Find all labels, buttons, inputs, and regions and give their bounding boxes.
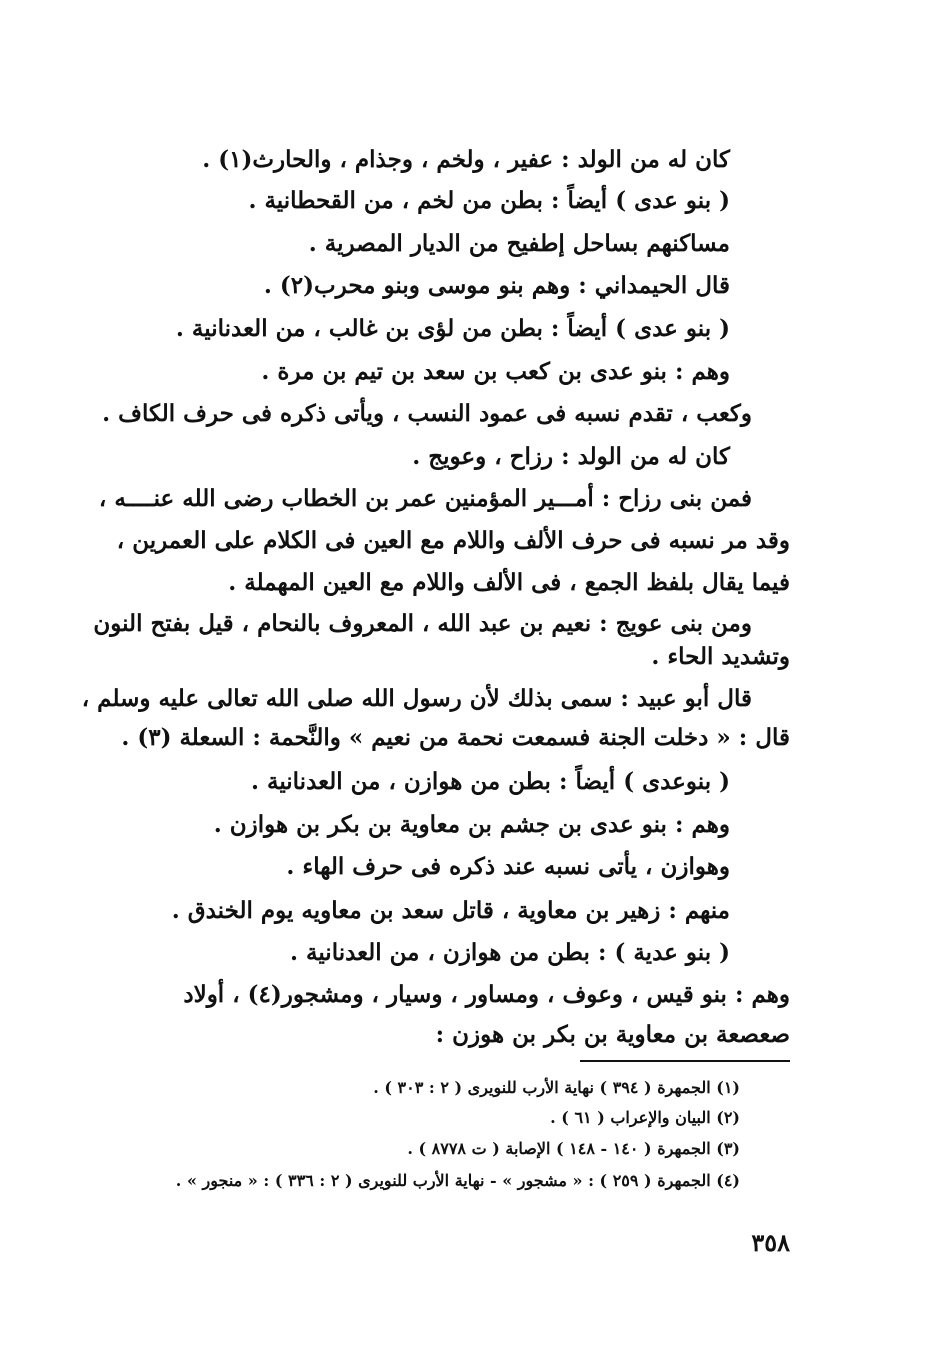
body-line: وقد مر نسبه فى حرف الألف واللام مع العين فى الكلام على العمرين ،: [116, 527, 790, 554]
body-line: قال الحيمداني : وهم بنو موسى وبنو محرب(٢) .: [263, 272, 730, 299]
body-line: وتشديد الحاء .: [651, 643, 790, 670]
page-number: ٣٥٨: [751, 1228, 790, 1257]
body-line: كان له من الولد : عفير ، ولخم ، وجذام ، والحارث(١) .: [202, 146, 730, 173]
body-line: صعصعة بن معاوية بن بكر بن هوزن :: [435, 1021, 790, 1048]
body-line: ( بنو عدى ) أيضاً : بطن من لؤى بن غالب ، من العدنانية .: [175, 315, 730, 342]
body-line: وكعب ، تقدم نسبه فى عمود النسب ، ويأتى ذكره فى حرف الكاف .: [102, 400, 752, 427]
body-line: وهم : بنو قيس ، وعوف ، ومساور ، وسيار ، ومشجور(٤) ، أولاد: [183, 981, 790, 1008]
body-line: منهم : زهير بن معاوية ، قاتل سعد بن معاويه يوم الخندق .: [171, 897, 730, 924]
footnote-divider: [580, 1060, 790, 1062]
body-line: وهم : بنو عدى بن كعب بن سعد بن تيم بن مرة .: [261, 358, 730, 385]
body-line: ( بنوعدى ) أيضاً : بطن من هوازن ، من العدنانية .: [250, 768, 730, 795]
footnote: (٤) الجمهرة ( ٢٥٩ ) : « مشجور » - نهاية الأرب للنويرى ( ٢ : ٣٣٦ ) : « منجور » .: [175, 1171, 740, 1190]
body-line: وهم : بنو عدى بن جشم بن معاوية بن بكر بن هوازن .: [213, 811, 730, 838]
body-line: وهوازن ، يأتى نسبه عند ذكره فى حرف الهاء .: [286, 853, 730, 880]
footnote: (١) الجمهرة ( ٣٩٤ ) نهاية الأرب للنويرى ( ٢ : ٣٠٣ ) .: [373, 1078, 740, 1097]
body-line: فمن بنى رزاح : أمـــير المؤمنين عمر بن الخطاب رضى الله عنــــه ،: [98, 485, 752, 512]
body-line: كان له من الولد : رزاح ، وعويج .: [412, 443, 730, 470]
footnote: (٣) الجمهرة ( ١٤٠ - ١٤٨ ) الإصابة ( ت ٨٧٧٨ ) .: [407, 1139, 740, 1158]
body-line: قال : « دخلت الجنة فسمعت نحمة من نعيم » والنَّحمة : السعلة (٣) .: [121, 724, 790, 751]
body-line: ( بنو عدى ) أيضاً : بطن من لخم ، من القحطانية .: [248, 187, 730, 214]
body-line: مساكنهم بساحل إطفيح من الديار المصرية .: [308, 230, 730, 257]
body-line: قال أبو عبيد : سمى بذلك لأن رسول الله صلى الله تعالى عليه وسلم ،: [81, 685, 752, 712]
body-line: ومن بنى عويج : نعيم بن عبد الله ، المعروف بالنحام ، قيل بفتح النون: [93, 610, 752, 637]
footnote: (٢) البيان والإعراب ( ٦١ ) .: [550, 1108, 740, 1127]
body-line: ( بنو عدية ) : بطن من هوازن ، من العدنانية .: [290, 939, 730, 966]
body-line: فيما يقال بلفظ الجمع ، فى الألف واللام مع العين المهملة .: [228, 569, 790, 596]
